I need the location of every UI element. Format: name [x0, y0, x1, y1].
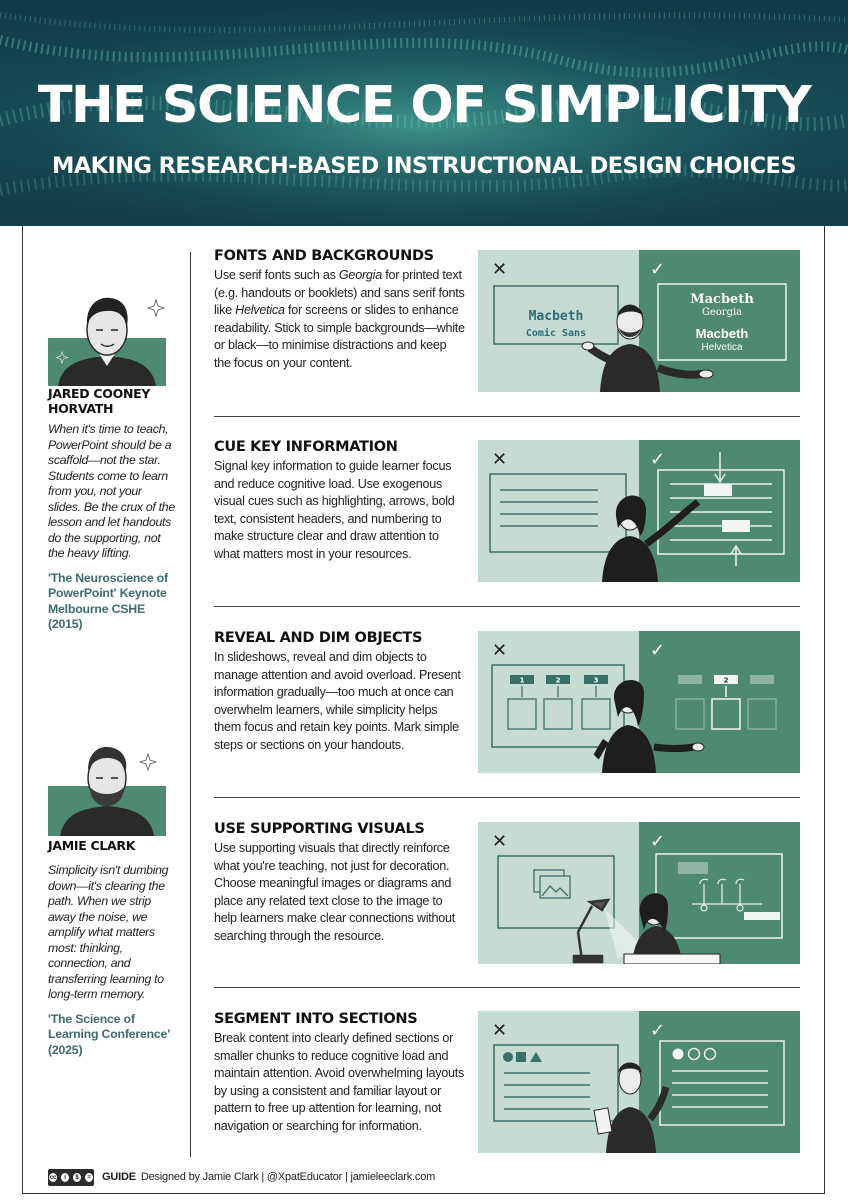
page-title: THE SCIENCE OF SIMPLICITY [37, 76, 811, 135]
footer-guide-label: GUIDE [102, 1171, 136, 1183]
check-icon: ✓ [650, 831, 666, 852]
by-icon: i [60, 1172, 70, 1183]
illustration-visuals [478, 822, 800, 964]
cross-icon: ✕ [492, 831, 508, 852]
bad-font-label: Comic Sans [525, 328, 587, 339]
section-title: CUE KEY INFORMATION [214, 439, 398, 455]
cross-icon: ✕ [492, 449, 508, 470]
person-name-line: HORVATH [48, 401, 114, 416]
quote-source: 'The Science of Learning Conference' (2025) [48, 1011, 170, 1057]
footer [48, 1167, 435, 1187]
page-subtitle: MAKING RESEARCH-BASED INSTRUCTIONAL DESIGN CHOICES [52, 153, 796, 179]
illustration-fonts [478, 250, 800, 392]
check-icon: ✓ [650, 259, 666, 280]
avatar-horvath [48, 290, 166, 382]
good-sans-label: Helvetica [701, 342, 743, 353]
frame-bottom-border [22, 1193, 825, 1194]
person-quote: When it's time to teach, PowerPoint should be a scaffold—not the star. Students come to learn from you, not your slides. Be the crux of the lesson and let handouts do the supporting, not the heavy lifting. [48, 422, 175, 560]
body-text: for printed text (e.g. handouts or booklets) and sans serif fonts like [214, 268, 465, 318]
cc-license-icon [48, 1169, 94, 1186]
check-icon: ✓ [650, 640, 666, 661]
sparkle-icon [148, 300, 164, 316]
body-text: for screens or slides to enhance readability. Stick to simple backgrounds—white or black—to minimise distractions and keep the focus on your content. [214, 303, 465, 370]
body-text-italic: Helvetica [235, 303, 285, 318]
cross-icon: ✕ [492, 1020, 508, 1041]
check-icon: ✓ [650, 449, 666, 470]
illustration-reveal [478, 631, 800, 773]
nd-icon: = [84, 1172, 94, 1183]
bad-font-sample: Macbeth [528, 309, 584, 324]
section-body [214, 267, 466, 373]
section-divider [214, 606, 800, 607]
cross-icon: ✕ [492, 640, 508, 661]
sparkle-icon [140, 754, 156, 770]
nc-icon: $ [72, 1172, 82, 1183]
person-quote: Simplicity isn't dumbing down—it's clearing the path. When we strip away the noise, we amplify what matters most: thinking, connection, and transferring learning to long-term memory. [48, 863, 169, 1001]
svg-text:2: 2 [723, 676, 729, 685]
section-body: Break content into clearly defined sections or smaller chunks to reduce cognitive load and maintain attention. Avoid overwhelming layouts by using a consistent and familiar layout or pattern to free up attention for learning, not navigation or searching for information. [214, 1031, 465, 1133]
person-card-clark [48, 740, 176, 1058]
column-divider [190, 252, 191, 1157]
svg-text:3: 3 [593, 676, 599, 685]
footer-credit: Designed by Jamie Clark | @XpatEducator | jamieleeclark.com [140, 1171, 436, 1183]
illustration-segment [478, 1011, 800, 1153]
quote-source: 'The Neuroscience of PowerPoint' Keynote Melbourne CSHE (2015) [48, 570, 168, 631]
section-divider [214, 416, 800, 417]
body-text: Use serif fonts such as [214, 268, 339, 282]
section-title: REVEAL AND DIM OBJECTS [214, 630, 423, 646]
section-divider [214, 797, 800, 798]
frame-left-border [22, 226, 23, 1194]
section-title: FONTS AND BACKGROUNDS [214, 248, 434, 264]
good-sans-sample: Macbeth [695, 326, 749, 341]
svg-text:1: 1 [519, 676, 525, 685]
check-icon: ✓ [650, 1020, 666, 1041]
body-text-italic: Georgia [338, 268, 382, 282]
person-name: JAMIE CLARK [48, 838, 136, 853]
avatar-clark [48, 740, 166, 832]
section-body: Signal key information to guide learner focus and reduce cognitive load. Use exogenous visual cues such as highlighting, arrows, bold text, consistent headers, and numbering to make structure clear and draw attention to what matters most in your resources. [214, 459, 455, 561]
header-banner [0, 0, 848, 226]
svg-text:2: 2 [555, 676, 561, 685]
section-body: Use supporting visuals that directly reinforce what you're teaching, not just for decoration. Choose meaningful images or diagrams and place any related text close to the image to help learners make clear connections without searching through the resource. [214, 841, 456, 943]
good-serif-sample: Macbeth [690, 292, 754, 307]
frame-right-border [824, 226, 825, 1194]
good-serif-label: Georgia [701, 307, 743, 318]
person-card-horvath [48, 290, 176, 633]
section-title: SEGMENT INTO SECTIONS [214, 1011, 418, 1027]
person-name [48, 386, 176, 416]
section-body: In slideshows, reveal and dim objects to manage attention and avoid overload. Present information gradually—too much at once can overwhelm learners, while simplicity helps them focus and retain key points. Mark simple steps or sections on your handouts. [214, 650, 461, 752]
cc-icon: cc [48, 1172, 58, 1183]
section-divider [214, 987, 800, 988]
person-name-line: JARED COONEY [48, 386, 151, 401]
cross-icon: ✕ [492, 259, 508, 280]
section-title: USE SUPPORTING VISUALS [214, 821, 425, 837]
illustration-cues [478, 440, 800, 582]
